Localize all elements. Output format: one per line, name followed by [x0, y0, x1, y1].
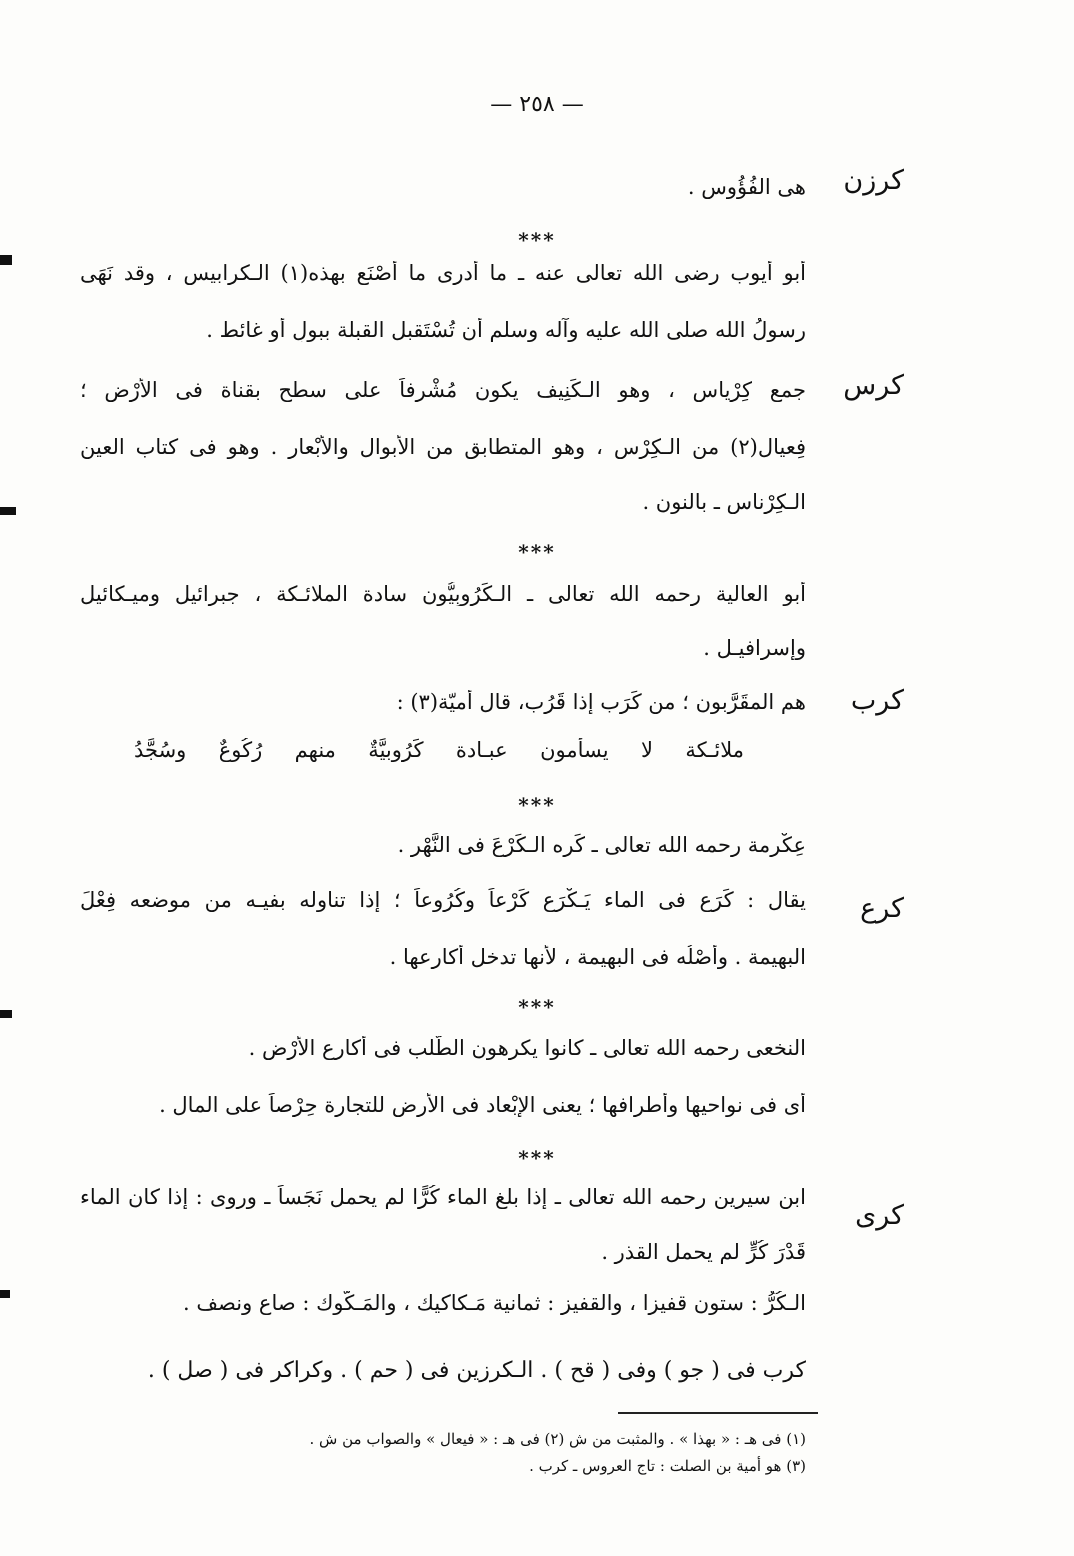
- page-number: — ٢٥٨ —: [490, 92, 584, 117]
- section-separator: ***: [518, 1146, 556, 1170]
- text-line: الـكِرْناس ـ بالنون .: [642, 490, 806, 514]
- text-line: الـكُرُّ : ستون قفيزا ، والقفيز : ثمانية مَـكاكيك ، والمَـكُّوك : صاع ونصف .: [182, 1291, 806, 1315]
- text-line: رسولُ الله صلى الله عليه وآله وسلم أن تُسْتَقبل القبلة ببولٍ أو غائط .: [206, 318, 806, 342]
- footnote-rule: [618, 1412, 818, 1414]
- poem-verse: ملائـكة لا يسأمون عبـادة كَرُوبيَّةٌ منهم رُكُوعٌ وسُجَّدُ: [134, 738, 744, 762]
- text-line: ابن سيرين رحمه الله تعالى ـ إذا بلغ الماء كُرًّا لم يحمل نَجَساً ـ وروى : إذا كان الماء: [80, 1185, 806, 1209]
- headword-kars: كرس: [843, 370, 904, 401]
- text-line: البهيمة . وأصْلُه فى البهيمة ، لأنها تدخل أكارعها .: [389, 945, 806, 969]
- text-line: جمع كِرْياس ، وهو الـكَنِيف يكون مُشْرِفاً على سطحٍ بقناة فى الأَرْض ؛: [80, 378, 806, 402]
- binding-mark: [0, 1010, 12, 1018]
- section-separator: ***: [518, 228, 556, 252]
- headword-kara: كرع: [860, 893, 904, 924]
- text-line: هم المقَرَّبون ؛ من كَرَب إذا قَرُب، قال أُميّة(٣) :: [396, 690, 806, 714]
- text-line: يقال : كَرَع فى الماء يَـكْرَع كَرْعاً وكُرُوعاً ؛ إذا تناوله بفيـه من موضعه فِعْلَ: [80, 888, 806, 912]
- binding-mark: [0, 255, 12, 265]
- text-line: فِعيال(٢) من الـكِرْس ، وهو المتطابق من الأبوال والأَبْعار . وهو فى كتاب العين: [80, 435, 806, 459]
- text-line: أبو العالية رحمه الله تعالى ـ الـكَرُوبِيُّون سادة الملائـكة ، جبرائيل وميـكائيل: [80, 582, 806, 606]
- section-separator: ***: [518, 793, 556, 817]
- text-line: أى فى نواحيها وأطرافها ؛ يعنى الإِبْعاد فى الأرض للتجارة حِرْصاً على المال .: [159, 1093, 806, 1117]
- headword-karzan: كرزن: [843, 165, 904, 196]
- binding-mark: [0, 1290, 10, 1298]
- text-line: هى الفُؤُوس .: [687, 175, 806, 199]
- section-separator: ***: [518, 995, 556, 1019]
- text-line: أبو أيوب رضى الله تعالى عنه ـ ما أدرى ما أَصْنَع بهذه(١) الـكرابيس ، وقد نَهَى: [80, 261, 806, 285]
- footnote: (١) فى هـ : « بهذا » . والمثبت من ش (٢) فى هـ : « فيعال » والصواب من ش .: [309, 1430, 806, 1448]
- binding-mark: [0, 507, 16, 515]
- text-line: عِكْرِمة رحمه الله تعالى ـ كَرِه الـكَرْعَ فى النَّهْر .: [397, 833, 806, 857]
- headword-karab: كرب: [850, 685, 904, 716]
- cross-reference-line: كرب فى ( جو ) وفى ( قح ) . الـكرزين فى ( حم ) . وكراكر فى ( صل ) .: [147, 1358, 806, 1383]
- footnote: (٣) هو أمية بن الصلت : تاج العروس ـ كرب .: [529, 1457, 806, 1475]
- text-line: وإسرافيـل .: [703, 636, 806, 660]
- text-line: قَدْرَ كُرٍّ لم يحمل القذر .: [601, 1240, 806, 1264]
- text-line: النخعى رحمه الله تعالى ـ كانوا يكرهون الطَّلب فى أكارِعِ الأَرْضِ .: [248, 1036, 806, 1060]
- section-separator: ***: [518, 540, 556, 564]
- headword-kara-2: كرى: [855, 1200, 904, 1231]
